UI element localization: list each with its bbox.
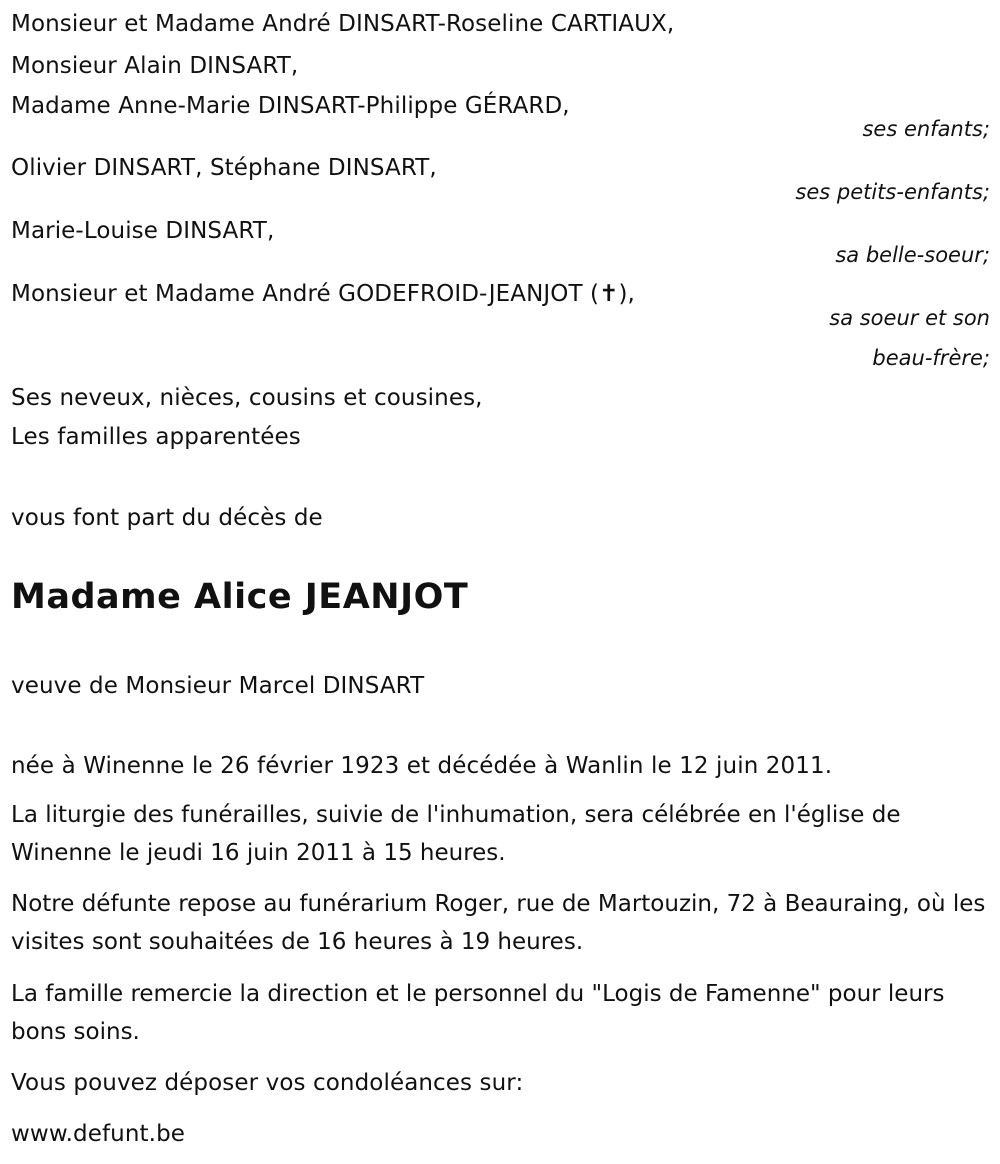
role-children: ses enfants; [862, 117, 990, 141]
role-sister-line-1: sa soeur et son [829, 306, 990, 330]
family-line-children-1: Monsieur et Madame André DINSART-Roseline CARTIAUX, [11, 11, 675, 37]
family-line-others-2: Les familles apparentées [11, 424, 301, 450]
widow-of-text: veuve de Monsieur Marcel DINSART [11, 673, 425, 699]
thanks-text: La famille remercie la direction et le personnel du "Logis de Famenne" pour leurs bons soins. [11, 981, 945, 1045]
family-line-children-3: Madame Anne-Marie DINSART-Philippe GÉRARD, [11, 93, 570, 119]
funeral-home-text: Notre défunte repose au funérarium Roger, rue de Martouzin, 72 à Beauraing, où les visites sont souhaitées de 16 heures à 19 heures. [11, 891, 986, 955]
website-link[interactable]: www.defunt.be [11, 1121, 186, 1147]
family-line-children-2: Monsieur Alain DINSART, [11, 53, 299, 79]
birth-death-text: née à Winenne le 26 février 1923 et décédée à Wanlin le 12 juin 2011. [11, 753, 833, 779]
condolences-text: Vous pouvez déposer vos condoléances sur: [11, 1070, 524, 1096]
announcement-text: vous font part du décès de [11, 505, 323, 531]
family-line-sister: Monsieur et Madame André GODEFROID-JEANJOT (✝), [11, 281, 635, 307]
family-line-grandchildren: Olivier DINSART, Stéphane DINSART, [11, 155, 437, 181]
family-line-sister-in-law: Marie-Louise DINSART, [11, 218, 275, 244]
role-grandchildren: ses petits-enfants; [795, 180, 990, 204]
deceased-name: Madame Alice JEANJOT [11, 577, 469, 617]
family-line-others-1: Ses neveux, nièces, cousins et cousines, [11, 385, 483, 411]
role-sister-in-law: sa belle-soeur; [835, 243, 990, 267]
role-sister-line-2: beau-frère; [872, 346, 990, 370]
liturgy-text: La liturgie des funérailles, suivie de l'inhumation, sera célébrée en l'église de Winenne le jeudi 16 juin 2011 à 15 heures. [11, 802, 901, 866]
